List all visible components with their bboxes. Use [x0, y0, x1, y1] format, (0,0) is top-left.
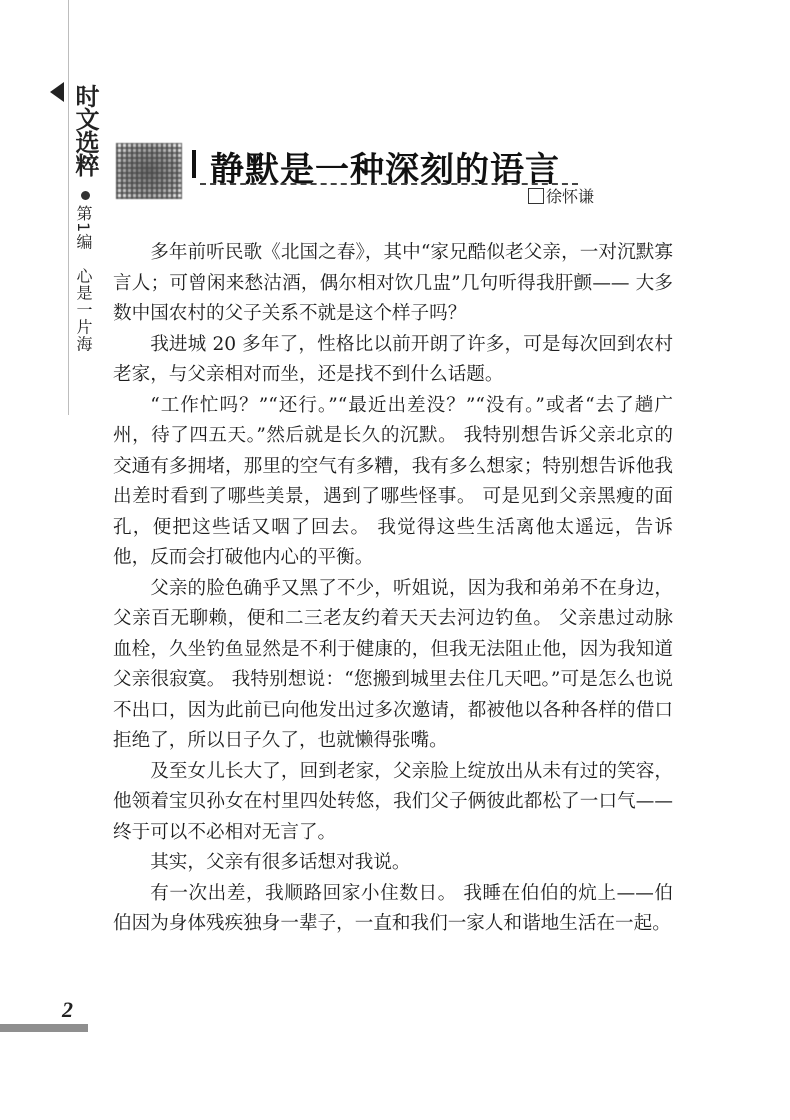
paragraph: 及至女儿长大了，回到老家，父亲脸上绽放出从未有过的笑容，他领着宝贝孙女在村里四处转悠，我们父子俩彼此都松了一口气——终于可以不必相对无言了。	[113, 760, 673, 843]
paragraph: 其实，父亲有很多话想对我说。	[150, 852, 411, 873]
title-ornament-icon	[116, 143, 182, 199]
paragraph: “工作忙吗？”“还行。”“最近出差没？”“没有。”或者“去了趟广州，待了四五天。”然后就是长久的沉默。 我特别想告诉父亲北京的交通有多拥堵，那里的空气有多糟，我有多么想家；特别想告诉他我出差时看到了哪些美景，遇到了哪些怪事。 可是见到父亲黑瘦的面孔，便把这些话又咽了回去。 我觉得这些生活离他太遥远，告诉他，反而会打破他内心的平衡。	[113, 394, 673, 568]
author-line	[528, 184, 594, 207]
title-dashed-rule	[200, 183, 578, 185]
article-title: 静默是一种深刻的语言	[210, 150, 560, 190]
series-title: 时文选粹	[71, 84, 100, 176]
chapter-label: 第1编 心是一片海	[74, 205, 93, 353]
triangle-marker-icon	[50, 82, 64, 102]
paragraph: 有一次出差，我顺路回家小住数日。 我睡在伯伯的炕上——伯伯因为身体残疾独身一辈子，一直和我们一家人和谐地生活在一起。	[113, 882, 673, 934]
article-body	[113, 238, 673, 940]
paragraph: 父亲的脸色确乎又黑了不少，听姐说，因为我和弟弟不在身边，父亲百无聊赖，便和二三老友约着天天去河边钓鱼。 父亲患过动脉血栓，久坐钓鱼显然是不利于健康的，但我无法阻止他，因为我知道父亲很寂寞。 我特别想说：“您搬到城里去住几天吧。”可是怎么也说不出口，因为此前已向他发出过多次邀请，都被他以各种各样的借口拒绝了，所以日子久了，也就懒得张嘴。	[113, 577, 673, 751]
page-number: 2	[62, 997, 73, 1022]
author-name: 徐怀谦	[546, 187, 595, 206]
paragraph: 多年前听民歌《北国之春》，其中“家兄酷似老父亲，一对沉默寡言人；可曾闲来愁沽酒，偶尔相对饮几盅”几句听得我肝颤—— 大多数中国农村的父子关系不就是这个样子吗？	[113, 242, 673, 324]
margin-rule	[68, 0, 69, 415]
paragraph: 我进城 20 多年了，性格比以前开朗了许多，可是每次回到农村老家，与父亲相对而坐，还是找不到什么话题。	[113, 333, 673, 385]
bullet-dot-icon	[81, 191, 90, 200]
title-bar-marker	[192, 150, 196, 178]
footer-bar	[0, 1024, 88, 1032]
author-box-icon	[528, 188, 544, 204]
